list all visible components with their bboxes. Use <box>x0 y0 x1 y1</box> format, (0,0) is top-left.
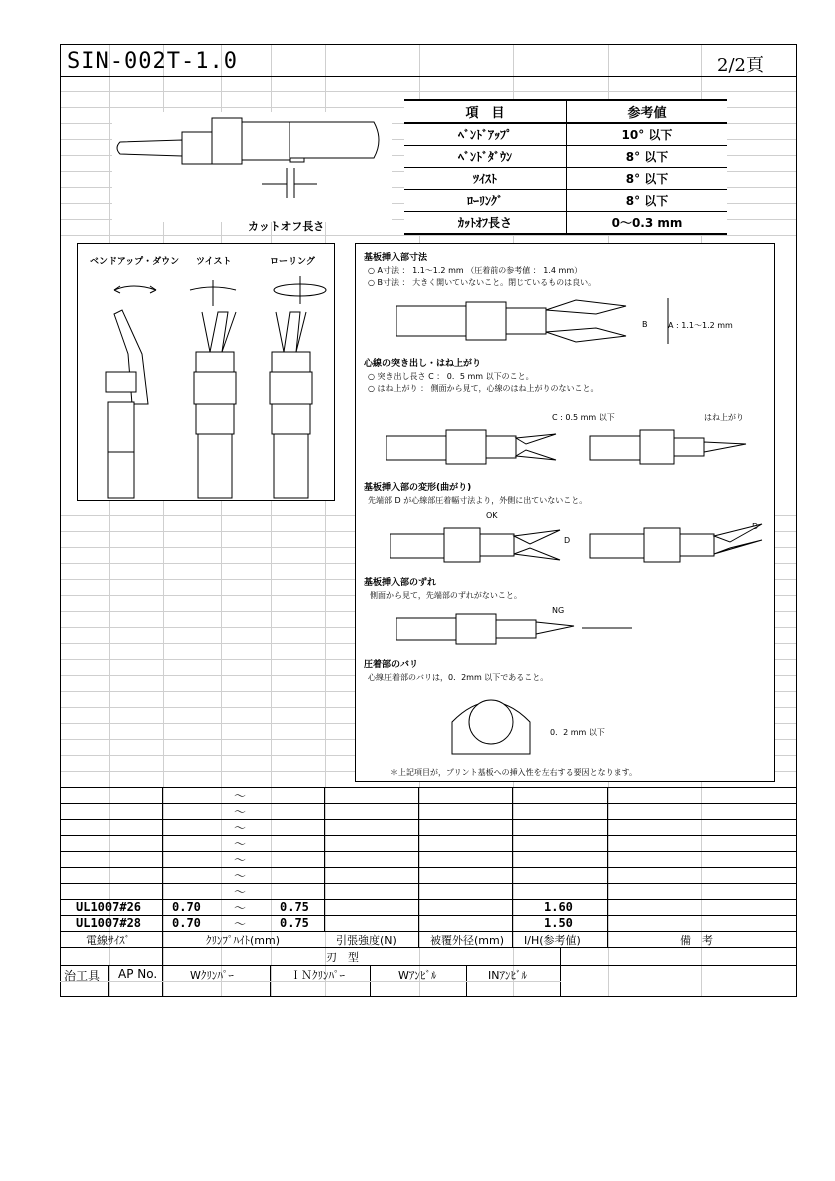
table-row: ﾛｰﾘﾝｸﾞ 8° 以下 <box>404 190 727 212</box>
protrusion-drawing <box>386 424 766 470</box>
header-wire-size: 電線ｻｲｽﾞ <box>86 934 130 947</box>
jig-label: 治工具 <box>64 969 101 983</box>
die-label: 刃 型 <box>326 951 359 964</box>
wire-size-26: UL1007#26 <box>76 900 142 914</box>
reference-table <box>404 99 727 235</box>
rolling-label: ローリング <box>270 257 315 267</box>
inspection-criteria-box: 基板挿入部寸法 ○ A寸法 ： 1.1～1.2 mm （圧着前の参考値 ： 1.4 mm） ○ B寸法 ： 大きく開いていないこと。閉じているものは良い。 B A : 1.1～1.2 mm 心線の突き出し・はね上がり ○ 突き出し長さ C ： 0．5 mm 以下のこと。 ○ はね上がり ： 側面から見て，心線のはね上がりのないこと。 C : 0.5 mm 以下 はね上がり 基板挿入部の変形(曲がり) 先端部 D が心線部圧着幅寸法より，外側に出ていないこと。 OK D 基板挿入部のずれ 側面から見て，先端部のずれがないこと。 NG 圧着部のバリ 心線圧着部のバリは，0．2mm 以下であること。 0．2 mm 以下 ＊上記項目が，プリント基板への挿入性を左右する要因となります。 <box>355 243 775 782</box>
header-remarks: 備 考 <box>680 934 713 947</box>
footnote: ＊上記項目が，プリント基板への挿入性を左右する要因となります。 <box>390 768 638 777</box>
section-deformation: 基板挿入部の変形(曲がり) <box>364 483 472 493</box>
cutoff-length-label: カットオフ長さ <box>248 220 325 233</box>
header-crimp-height: ｸﾘﾝﾌﾟﾊｲﾄ(mm) <box>206 934 281 947</box>
section-misalignment: 基板挿入部のずれ <box>364 578 437 588</box>
page-number: 2/2頁 <box>717 55 764 76</box>
in-crimper-label: ＩＮｸﾘﾝﾊﾟｰ <box>290 969 345 982</box>
bend-label: ベンドアップ・ダウン <box>90 257 180 267</box>
in-anvil-label: INｱﾝﾋﾞﾙ <box>488 969 527 982</box>
section-burr: 圧着部のバリ <box>364 660 419 670</box>
insertion-dims-drawing <box>396 292 676 348</box>
deformation-illustrations <box>78 272 334 500</box>
w-crimper-label: Wｸﾘﾝﾊﾟｰ <box>190 969 234 982</box>
header-od: 被覆外径(mm) <box>430 934 505 947</box>
table-row: ﾍﾞﾝﾄﾞﾀﾞｳﾝ 8° 以下 <box>404 146 727 168</box>
table-header-value: 参考値 <box>567 100 728 123</box>
document-number: SIN-002T-1.0 <box>67 49 238 74</box>
header-tensile: 引張強度(N) <box>336 934 397 947</box>
deformation-types-box <box>77 243 335 501</box>
spec-table: ～ ～ ～ ～ ～ ～ ～ UL1007#26 0.70 ～ 0.75 1.60 UL1007#28 0.70 ～ 0.75 1.50 電線ｻｲｽﾞ ｸﾘﾝﾌﾟﾊｲﾄ(mm) 引張強度(N) 被覆外径(mm) I/H(参考値) 備 考 刃 型 治工具 AP No. Wｸﾘﾝﾊﾟｰ ＩＮｸﾘﾝﾊﾟｰ Wｱﾝﾋﾞﾙ INｱﾝﾋﾞﾙ <box>60 787 797 997</box>
section-protrusion: 心線の突き出し・はね上がり <box>364 359 482 369</box>
terminal-side-view <box>112 112 392 222</box>
wire-size-28: UL1007#28 <box>76 916 142 930</box>
table-row: ﾍﾞﾝﾄﾞｱｯﾌﾟ 10° 以下 <box>404 123 727 146</box>
table-row: ｶｯﾄｵﾌ長さ 0～0.3 mm <box>404 212 727 235</box>
ap-no-label: AP No. <box>118 967 158 981</box>
header-ih: I/H(参考値) <box>524 934 581 947</box>
section-insertion-dims: 基板挿入部寸法 <box>364 253 428 263</box>
burr-drawing <box>446 688 536 760</box>
table-header-item: 項 目 <box>404 100 567 123</box>
w-anvil-label: Wｱﾝﾋﾞﾙ <box>398 969 437 982</box>
misalignment-drawing <box>396 612 636 646</box>
table-row: ﾂｲｽﾄ 8° 以下 <box>404 168 727 190</box>
twist-label: ツイスト <box>196 257 232 267</box>
deformation-drawing <box>390 522 770 570</box>
